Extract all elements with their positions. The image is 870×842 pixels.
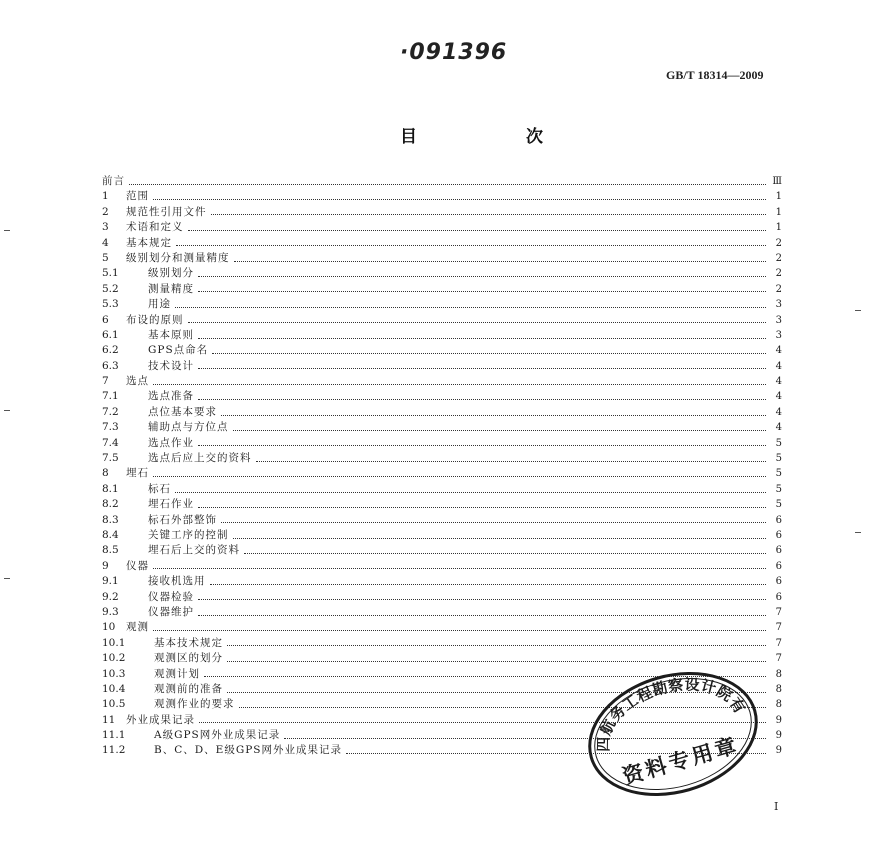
toc-entry[interactable] <box>102 297 782 312</box>
toc-page: 5 <box>775 483 782 495</box>
toc-page: Ⅲ <box>772 176 782 187</box>
toc-entry[interactable] <box>102 574 782 589</box>
toc-page: 8 <box>775 668 782 680</box>
toc-page: 5 <box>775 468 782 480</box>
toc-label: 外业成果记录 <box>126 713 195 726</box>
scan-mark <box>855 310 861 311</box>
toc-page: 4 <box>775 360 782 372</box>
toc-label: 选点 <box>126 375 149 388</box>
toc-page: 2 <box>775 283 782 295</box>
toc-page: 1 <box>775 191 782 203</box>
dot-leader <box>198 290 766 292</box>
toc-entry[interactable] <box>102 420 782 435</box>
toc-page: 4 <box>775 376 782 388</box>
toc-page: 6 <box>775 545 782 557</box>
toc-label: 术语和定义 <box>126 221 184 234</box>
toc-number: 11.1 <box>102 729 126 742</box>
toc-page: 6 <box>775 514 782 526</box>
toc-page: 6 <box>775 560 782 572</box>
toc-number: 9.3 <box>102 605 119 618</box>
toc-number: 3 <box>102 221 109 234</box>
toc-label: 点位基本要求 <box>148 405 217 418</box>
toc-number: 8.1 <box>102 482 119 495</box>
toc-page: 8 <box>775 699 782 711</box>
toc-number: 7 <box>102 375 109 388</box>
toc-page: 8 <box>775 683 782 695</box>
toc-entry[interactable] <box>102 374 782 389</box>
dot-leader <box>212 352 766 354</box>
toc-label: 技术设计 <box>148 359 194 372</box>
dot-leader <box>221 414 766 416</box>
toc-page: 6 <box>775 529 782 541</box>
dot-leader <box>256 460 767 462</box>
toc-entry[interactable] <box>102 436 782 451</box>
dot-leader <box>153 629 766 631</box>
toc-page: 1 <box>775 222 782 234</box>
toc-label: 观测前的准备 <box>154 682 223 695</box>
toc-page: 5 <box>775 453 782 465</box>
toc-number: 9.2 <box>102 590 119 603</box>
toc-entry[interactable] <box>102 405 782 420</box>
toc-page: 4 <box>775 422 782 434</box>
toc-page: 7 <box>775 606 782 618</box>
toc-page: 6 <box>775 576 782 588</box>
toc-entry[interactable] <box>102 636 782 651</box>
scan-mark <box>4 230 10 231</box>
toc-number: 8.5 <box>102 544 119 557</box>
dot-leader <box>153 567 766 569</box>
toc-number: 11 <box>102 713 116 726</box>
dot-leader <box>221 521 766 523</box>
toc-label: 基本规定 <box>126 236 172 249</box>
toc-label: 选点准备 <box>148 390 194 403</box>
toc-label: 辅助点与方位点 <box>148 421 229 434</box>
toc-number: 10.2 <box>102 652 126 665</box>
toc-number: 4 <box>102 236 109 249</box>
dot-leader <box>198 337 766 339</box>
toc-page: 4 <box>775 391 782 403</box>
toc-entry[interactable] <box>102 328 782 343</box>
scan-mark <box>4 410 10 411</box>
toc-label: 埋石作业 <box>148 498 194 511</box>
toc-entry[interactable] <box>102 389 782 404</box>
dot-leader <box>175 306 766 308</box>
toc-page: 9 <box>775 745 782 757</box>
toc-label: 级别划分 <box>148 267 194 280</box>
toc-entry[interactable] <box>102 466 782 481</box>
toc-label: 观测作业的要求 <box>154 698 235 711</box>
toc-number: 7.4 <box>102 436 119 449</box>
dot-leader <box>153 383 766 385</box>
toc-label: A级GPS网外业成果记录 <box>154 729 281 742</box>
dot-leader <box>198 598 766 600</box>
dot-leader <box>153 475 766 477</box>
toc-number: 7.3 <box>102 421 119 434</box>
toc-label: 观测 <box>126 621 149 634</box>
toc-number: 5 <box>102 251 109 264</box>
toc-number: 7.1 <box>102 390 119 403</box>
toc-number: 6 <box>102 313 109 326</box>
dot-leader <box>198 444 766 446</box>
toc-entry[interactable] <box>102 559 782 574</box>
toc-page: 2 <box>775 237 782 249</box>
toc-number: 11.2 <box>102 744 126 757</box>
toc-page: 3 <box>775 329 782 341</box>
toc-entry[interactable] <box>102 543 782 558</box>
toc-number: 7.5 <box>102 452 119 465</box>
toc-entry[interactable] <box>102 651 782 666</box>
toc-number: 8.2 <box>102 498 119 511</box>
dot-leader <box>227 644 766 646</box>
toc-entry[interactable] <box>102 282 782 297</box>
toc-entry[interactable] <box>102 189 782 204</box>
toc-label: 观测计划 <box>154 667 200 680</box>
toc-entry[interactable] <box>102 605 782 620</box>
dot-leader <box>234 260 767 262</box>
toc-label: 布设的原则 <box>126 313 184 326</box>
toc-number: 1 <box>102 190 109 203</box>
toc-number: 5.3 <box>102 298 119 311</box>
toc-number: 10.5 <box>102 698 126 711</box>
dot-leader <box>198 367 766 369</box>
dot-leader <box>210 583 767 585</box>
toc-title: 目 次 <box>400 127 589 147</box>
toc-label: 基本技术规定 <box>154 636 223 649</box>
toc-entry[interactable] <box>102 482 782 497</box>
page-folio: I <box>774 800 779 813</box>
toc-page: 2 <box>775 252 782 264</box>
toc-entry[interactable] <box>102 497 782 512</box>
toc-page: 3 <box>775 299 782 311</box>
toc-label: 级别划分和测量精度 <box>126 251 230 264</box>
toc-label: 仪器 <box>126 559 149 572</box>
toc-label: 仪器检验 <box>148 590 194 603</box>
toc-entry[interactable] <box>102 236 782 251</box>
toc-entry[interactable] <box>102 313 782 328</box>
dot-leader <box>227 660 766 662</box>
toc-label: 接收机选用 <box>148 575 206 588</box>
toc-label: 仪器维护 <box>148 605 194 618</box>
toc-label: B、C、D、E级GPS网外业成果记录 <box>154 744 342 757</box>
toc-label: 前言 <box>102 175 125 187</box>
toc-number: 6.1 <box>102 328 119 341</box>
scan-mark <box>4 578 10 579</box>
toc-number: 5.1 <box>102 267 119 280</box>
toc-entry[interactable] <box>102 343 782 358</box>
toc-number: 5.2 <box>102 282 119 295</box>
toc-page: 5 <box>775 499 782 511</box>
toc-label: 基本原则 <box>148 328 194 341</box>
toc-number: 10.3 <box>102 667 126 680</box>
toc-page: 9 <box>775 730 782 742</box>
dot-leader <box>198 275 766 277</box>
toc-page: 7 <box>775 653 782 665</box>
toc-page: 1 <box>775 206 782 218</box>
dot-leader <box>244 552 766 554</box>
toc-page: 7 <box>775 637 782 649</box>
toc-label: 用途 <box>148 298 171 311</box>
toc-page: 5 <box>775 437 782 449</box>
toc-number: 7.2 <box>102 405 119 418</box>
toc-label: 选点后应上交的资料 <box>148 452 252 465</box>
dot-leader <box>233 537 767 539</box>
toc-page: 2 <box>775 268 782 280</box>
toc-entry[interactable] <box>102 251 782 266</box>
toc-label: GPS点命名 <box>148 344 209 357</box>
dot-leader <box>129 183 766 185</box>
toc-entry[interactable] <box>102 513 782 528</box>
dot-leader <box>198 614 766 616</box>
dot-leader <box>198 398 766 400</box>
toc-page: 9 <box>775 714 782 726</box>
toc-number: 10 <box>102 621 116 634</box>
toc-label: 埋石后上交的资料 <box>148 544 240 557</box>
toc-number: 10.1 <box>102 636 126 649</box>
toc-page: 3 <box>775 314 782 326</box>
toc-entry[interactable] <box>102 220 782 235</box>
toc-number: 6.3 <box>102 359 119 372</box>
toc-number: 2 <box>102 205 109 218</box>
toc-label: 标石外部整饰 <box>148 513 217 526</box>
toc-entry[interactable] <box>102 359 782 374</box>
toc-label: 规范性引用文件 <box>126 205 207 218</box>
toc-entry[interactable] <box>102 590 782 605</box>
toc-label: 标石 <box>148 482 171 495</box>
dot-leader <box>211 213 767 215</box>
dot-leader <box>175 491 766 493</box>
standard-number: GB/T 18314—2009 <box>666 68 764 82</box>
dot-leader <box>233 429 767 431</box>
toc-number: 9 <box>102 559 109 572</box>
toc-entry[interactable] <box>102 528 782 543</box>
scan-mark <box>855 532 861 533</box>
toc-label: 选点作业 <box>148 436 194 449</box>
toc-label: 观测区的划分 <box>154 652 223 665</box>
dot-leader <box>153 198 766 200</box>
toc-number: 10.4 <box>102 682 126 695</box>
toc-entry[interactable] <box>102 620 782 635</box>
toc-entry[interactable] <box>102 451 782 466</box>
toc-entry[interactable] <box>102 266 782 281</box>
dot-leader <box>188 229 767 231</box>
toc-page: 4 <box>775 345 782 357</box>
dot-leader <box>198 506 766 508</box>
toc-entry[interactable] <box>102 205 782 220</box>
seal-center-text: 资料专用章 <box>619 732 742 789</box>
dot-leader <box>188 321 767 323</box>
toc-page: 7 <box>775 622 782 634</box>
toc-entry-foreword[interactable] <box>102 174 782 189</box>
toc-page: 4 <box>775 406 782 418</box>
toc-label: 关键工序的控制 <box>148 528 229 541</box>
toc-number: 8 <box>102 467 109 480</box>
toc-label: 测量精度 <box>148 282 194 295</box>
toc-label: 范围 <box>126 190 149 203</box>
toc-number: 9.1 <box>102 575 119 588</box>
toc-number: 8.4 <box>102 528 119 541</box>
seal-ring-text: 中交第四航务工程勘察设计院有限公司 <box>571 675 750 752</box>
toc-page: 6 <box>775 591 782 603</box>
dot-leader <box>176 244 766 246</box>
toc-number: 6.2 <box>102 344 119 357</box>
document-serial-number: ·091396 <box>400 40 508 65</box>
toc-number: 8.3 <box>102 513 119 526</box>
toc-label: 埋石 <box>126 467 149 480</box>
